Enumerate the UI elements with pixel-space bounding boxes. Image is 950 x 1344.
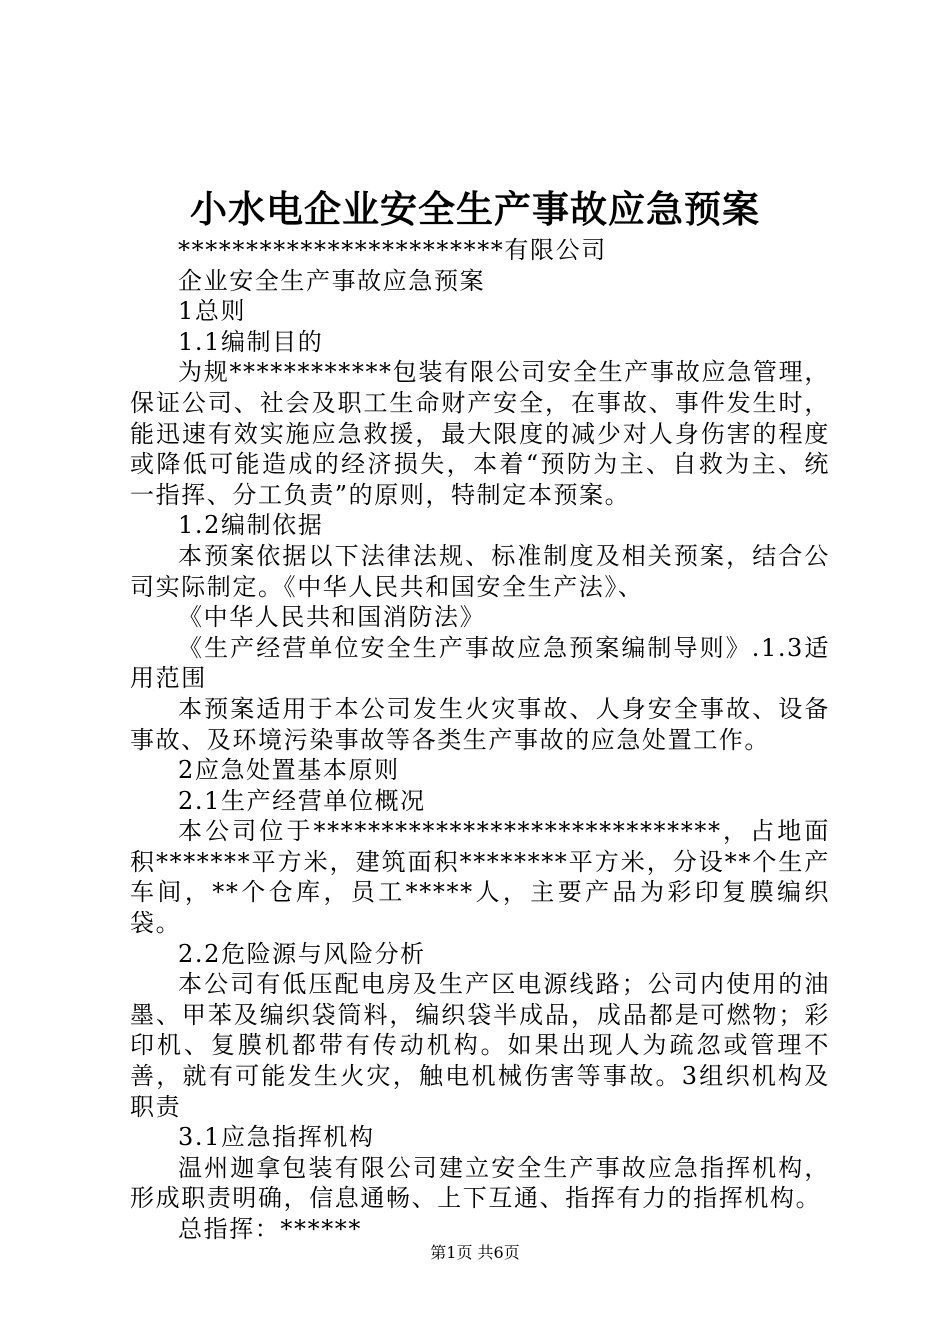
paragraph-guideline: 《生产经营单位安全生产事故应急预案编制导则》.1.3适用范围 [130,633,830,693]
paragraph-basis: 本预案依据以下法律法规、标准制度及相关预案，结合公司实际制定。《中华人民共和国安全生产法》、 [130,541,830,601]
heading-general: 1总则 [178,297,247,326]
heading-hazards: 2.2危险源与风险分析 [178,939,426,968]
paragraph-command: 温州迦拿包装有限公司建立安全生产事故应急指挥机构，形成职责明确，信息通畅、上下互通、指挥有力的指挥机构。 [130,1153,830,1213]
paragraph-company-name: ************************有限公司 [178,236,607,264]
heading-overview: 2.1生产经营单位概况 [178,786,426,815]
document-body [130,235,830,1245]
heading-purpose: 1.1编制目的 [178,327,324,356]
document-title: 小水电企业安全生产事故应急预案 [190,187,760,231]
paragraph-overview: 本公司位于******************************，占地面积*******平方米，建筑面积********平方米，分设**个生产车间，**个仓库，员工*****人，主要产品为彩印复膜编织袋。 [130,817,830,938]
heading-command: 3.1应急指挥机构 [178,1123,375,1152]
paragraph-fire-law: 《中华人民共和国消防法》 [178,603,486,632]
paragraph-commander: 总指挥：****** [178,1215,362,1243]
paragraph-scope: 本预案适用于本公司发生火灾事故、人身安全事故、设备事故、及环境污染事故等各类生产事故的应急处置工作。 [130,694,830,754]
paragraph-subtitle: 企业安全生产事故应急预案 [178,266,486,295]
heading-principles: 2应急处置基本原则 [178,756,400,785]
page-footer: 第1页 共6页 [430,1243,520,1262]
paragraph-purpose: 为规************包装有限公司安全生产事故应急管理，保证公司、社会及职工生命财产安全，在事故、事件发生时，能迅速有效实施应急救援，最大限度的减少对人身伤害的程度或降低可能造成的经济损失，本着“预防为主、自救为主、统一指挥、分工负责”的原则，特制定本预案。 [130,358,830,509]
heading-basis: 1.2编制依据 [178,511,324,540]
paragraph-hazards: 本公司有低压配电房及生产区电源线路；公司内使用的油墨、甲苯及编织袋筒料，编织袋半成品，成品都是可燃物；彩印机、复膜机都带有传动机构。如果出现人为疏忽或管理不善，就有可能发生火灾，触电机械伤害等事故。3组织机构及职责 [130,970,830,1121]
